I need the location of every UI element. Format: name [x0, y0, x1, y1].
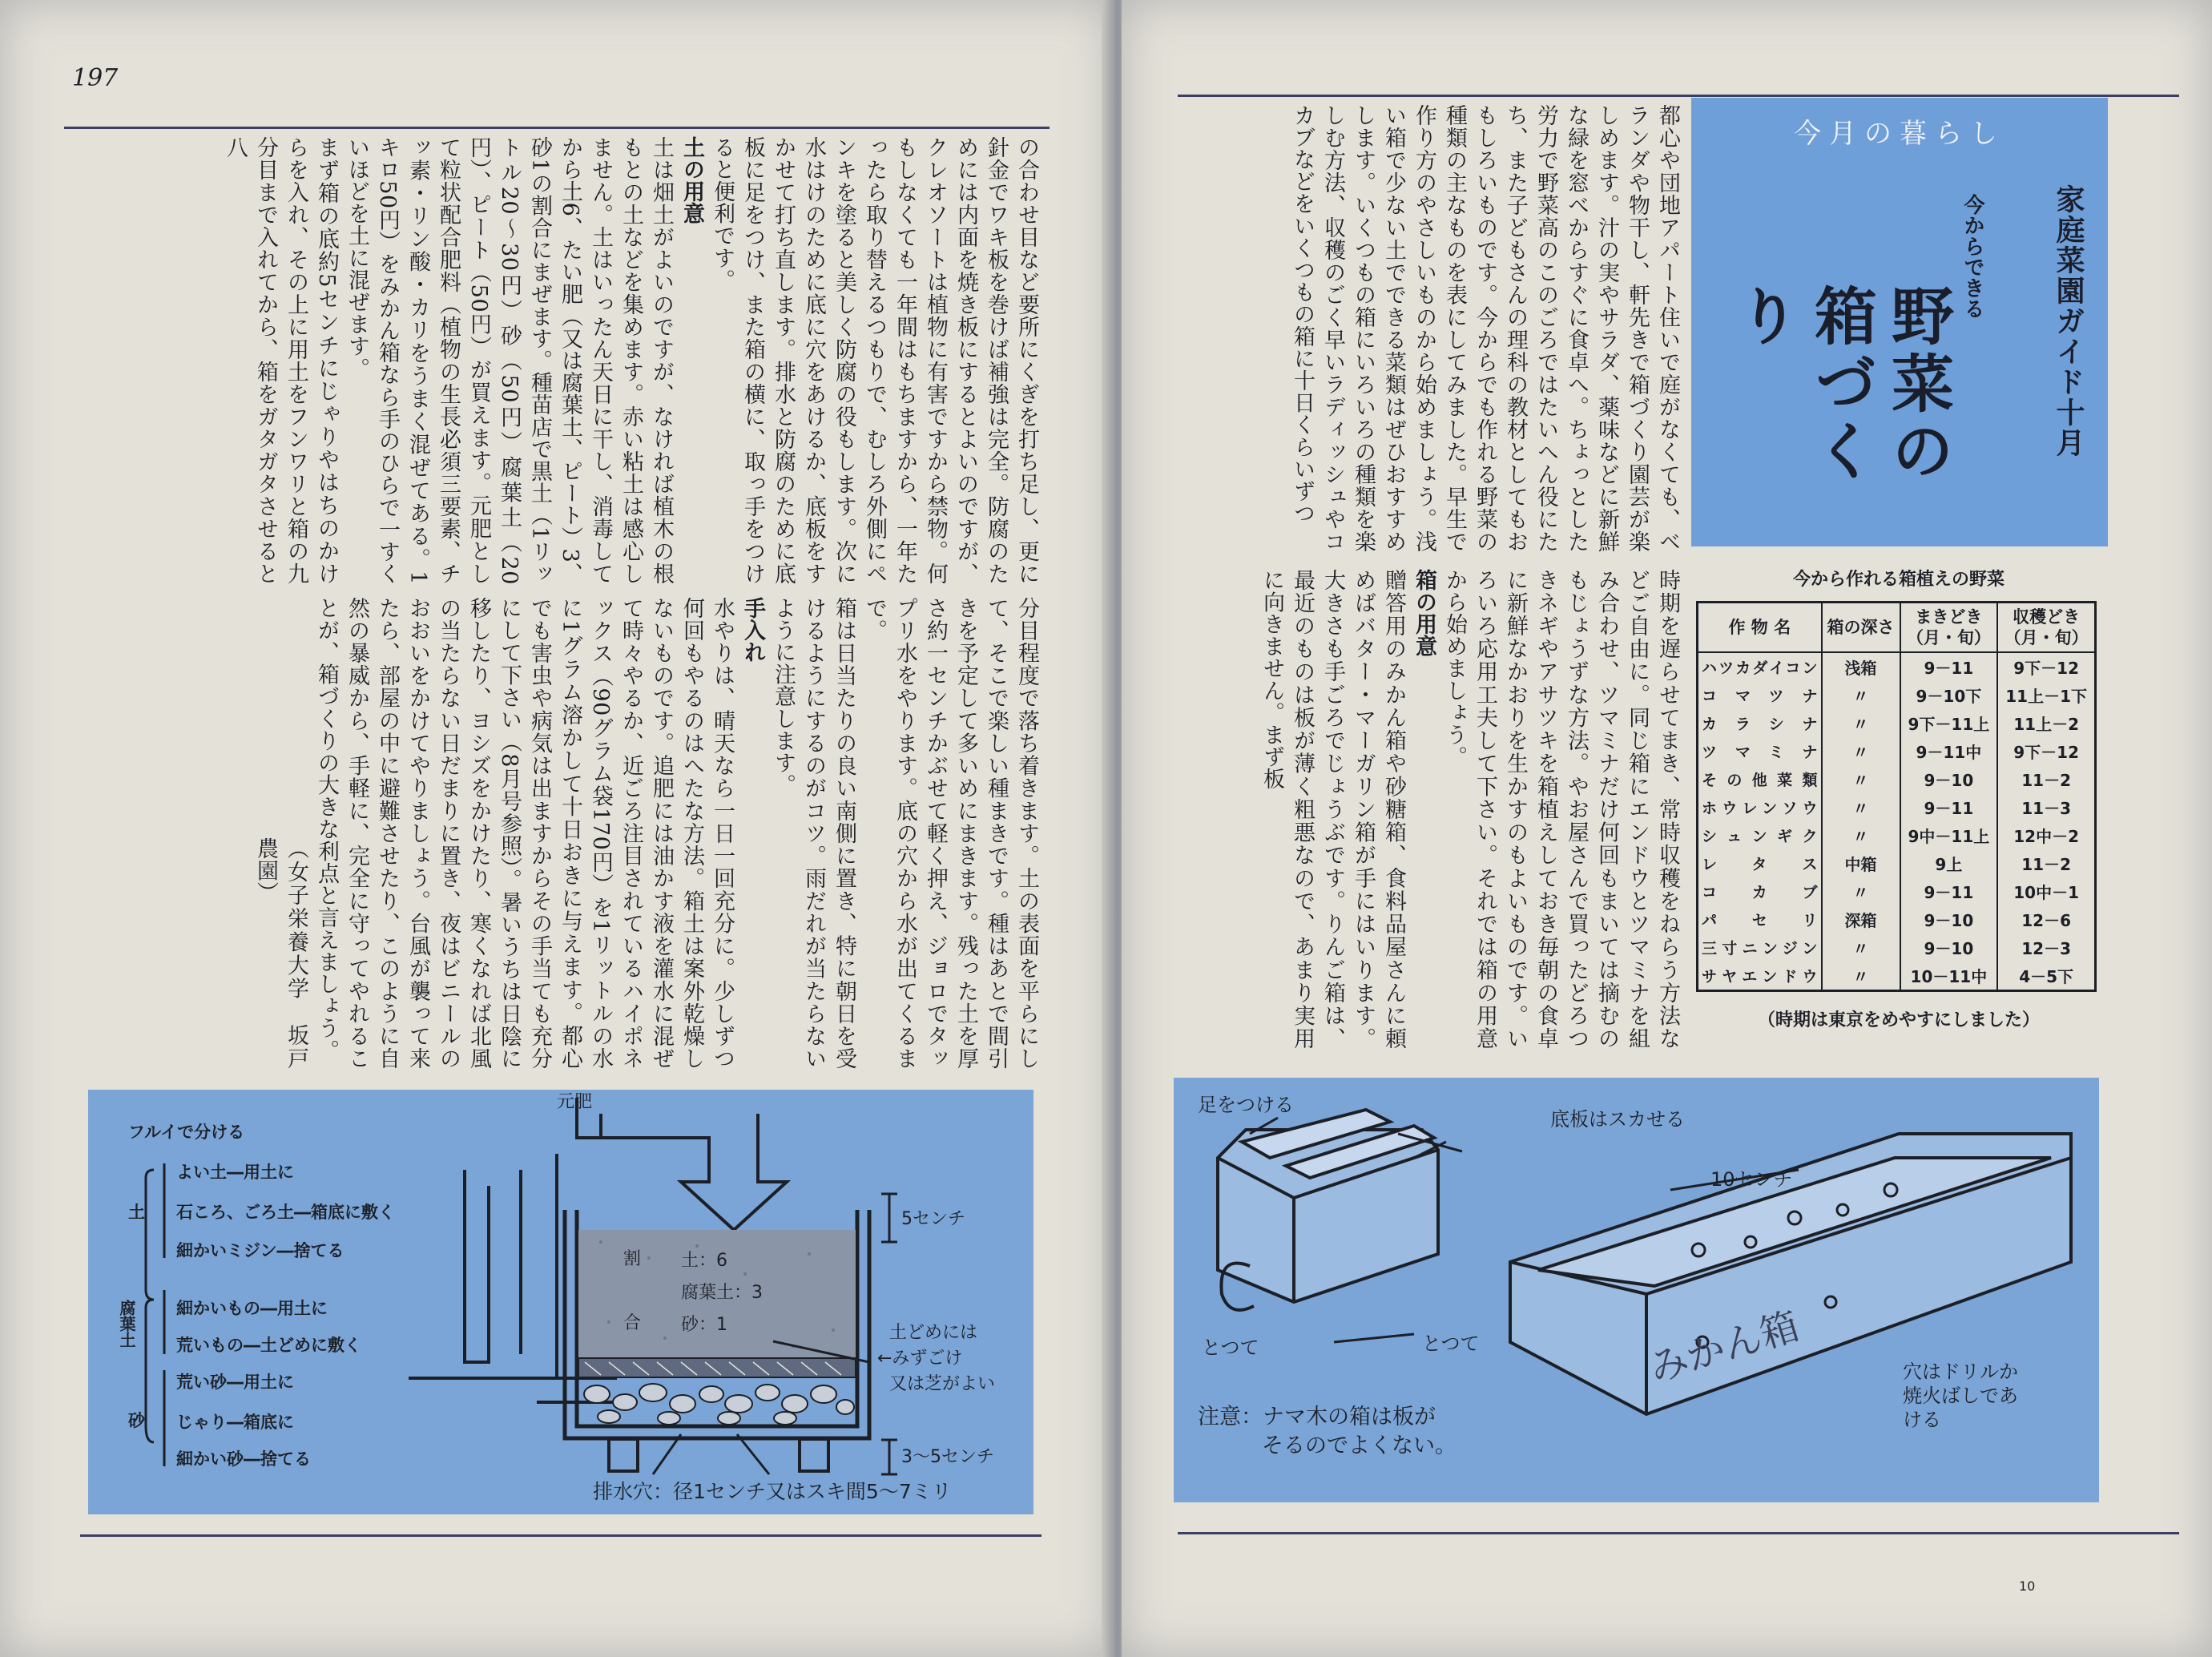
harvest-time: 4－5下 — [1997, 962, 2095, 991]
sowing-time: 9下－11上 — [1900, 709, 1998, 737]
table-row — [1698, 962, 2096, 991]
box-depth: 〃 — [1822, 821, 1900, 849]
sieve-title: フルイで分ける — [128, 1123, 245, 1142]
box-depth: 〃 — [1822, 681, 1900, 709]
harvest-time: 12中－2 — [1997, 821, 2095, 849]
crop-name: ツマミナ — [1698, 737, 1822, 765]
box-depth: 中箱 — [1822, 849, 1900, 877]
box-depth: 〃 — [1822, 962, 1900, 991]
sand-item: 荒い砂―用土に — [176, 1373, 294, 1392]
holes-note: 焼火ばしであ — [1903, 1385, 2018, 1407]
page-stamp: 10 — [2019, 1578, 2036, 1594]
table-row — [1698, 737, 2096, 765]
sowing-time: 9－10下 — [1900, 681, 1998, 709]
box-depth: 〃 — [1822, 793, 1900, 821]
crop-name: ハツカダイコン — [1698, 652, 1822, 681]
harvest-time: 11上－1下 — [1997, 681, 2095, 709]
harvest-time: 11－3 — [1997, 793, 2095, 821]
mix-leaf: 腐葉土：3 — [681, 1283, 763, 1303]
sowing-time: 9－11 — [1900, 793, 1998, 821]
harvest-time: 9下－12 — [1997, 737, 2095, 765]
harvest-time: 11上－2 — [1997, 709, 2095, 737]
group-soil: 土 — [128, 1203, 145, 1222]
series-title: 家庭菜園ガイド十月 — [2052, 184, 2085, 458]
mix-sand: 砂：1 — [681, 1315, 727, 1335]
table-row — [1698, 793, 2096, 821]
harvest-time: 11－2 — [1997, 765, 2095, 793]
table-caption: 今から作れる箱植えの野菜 — [1792, 570, 2004, 590]
box-diagram-drawing — [1174, 1078, 2099, 1502]
sand-item: じゃり―箱底に — [176, 1413, 294, 1432]
article-text-left-mid — [72, 597, 1042, 1070]
paragraph: 箱は日当たりの良い南側に置き、特に朝日を受けるようにするのがコツ。雨だれが当たらないように注意します。 — [771, 597, 856, 1070]
hole-spacing-label: 10センチ — [1710, 1168, 1793, 1191]
paragraph: 土は畑土がよいのですが、なければ植木の根もとの土などを集めます。赤い粘土は感心しません。土はいったん天日に干し、消毒してから土6、たい肥（又は腐葉土、ピート）3、砂1の割合にまぜます。種苗店で黒土（1リットル20～30円）砂（50円）腐葉土（20円）、ピート（50円）が買えます。元肥として粒状配合肥料（植物の生長必須三要素、チッ素・リン酸・カリをうまく混ぜてある。1キロ50円）をみかん箱なら手のひらで一すくいほどを土に混ぜます。 — [344, 136, 674, 585]
paragraph: 贈答用のみかん箱や砂糖箱、食料品屋さんに頼めばバター・マーガリン箱が手にはいります。大きさも手ごろでじょうぶです。りんご箱は、最近のものは板が薄く粗悪なので、あまり実用に向きません。まず板 — [1259, 569, 1406, 1050]
section-heading-soil: 土の用意 — [679, 136, 704, 225]
paragraph: 水やりは、晴天なら一日一回充分に。少しずつ何回もやるのはへたな方法。箱土は案外乾燥しないものです。追肥には油かす液を灌水に混ぜて時々やるか、近ごろ注目されているハイポネックス（90グラム袋170円）を1リットルの水に1グラム溶かして十日おきに与えます。都心でも害虫や病気は出ますからその手当ても充分にして下さい（8月号参照）。暑いうちは日陰に移したり、ヨシズをかけたり、寒くなれば北風の当たらない日だまりに置き、夜はビニールのおおいをかけてやりましょう。台風が襲って来たら、部屋の中に避難させたり、このように自然の暴威から、手軽に、完全に守ってやれることが、箱づくりの大きな利点と言えましょう。 — [314, 597, 735, 1070]
handle-label: とつて — [1202, 1336, 1259, 1359]
soil-diagram — [88, 1090, 1033, 1514]
table-row — [1698, 849, 2096, 877]
table-row — [1698, 821, 2096, 849]
legs-label: 足をつける — [1198, 1094, 1294, 1116]
sowing-time: 9上 — [1900, 849, 1998, 877]
sand-item: 細かい砂―捨てる — [176, 1449, 311, 1469]
group-leaf: 腐葉土 — [117, 1300, 136, 1348]
sowing-time: 9－11 — [1900, 877, 1998, 905]
paragraph: まず箱の底約5センチにじゃりやはちのかけらを入れ、その上に用土をフンワリと箱の九分目まで入れてから、箱をガタガタさせると八 — [223, 136, 339, 585]
crop-name: コマツナ — [1698, 681, 1822, 709]
box-depth: 浅箱 — [1822, 652, 1900, 681]
sowing-time: 9－11中 — [1900, 737, 1998, 765]
holes-note: 穴はドリルか — [1903, 1361, 2018, 1383]
crop-name: その他菜類 — [1698, 765, 1822, 793]
intro-text — [1178, 104, 1682, 553]
crop-name: 三寸ニンジン — [1698, 933, 1822, 962]
table-note: （時期は東京をめやすにしました） — [1757, 1010, 2040, 1030]
bottom-rule — [80, 1534, 1042, 1537]
soil-item: よい土―用土に — [176, 1163, 294, 1182]
column-strip: 今月の暮らし — [1794, 117, 2005, 150]
table-row — [1698, 709, 2096, 737]
handle-label: とつて — [1422, 1332, 1480, 1355]
leaf-item: 荒いもの―土どめに敷く — [176, 1336, 361, 1355]
kicker-text: 今からできる — [1960, 194, 1984, 319]
crop-name: レタス — [1698, 849, 1822, 877]
main-title: 野菜の箱づくり — [1727, 284, 1953, 486]
box-diagram — [1174, 1078, 2099, 1502]
harvest-time: 10中－1 — [1997, 877, 2095, 905]
header-cell: まきどき （月・旬） — [1900, 603, 1998, 653]
holes-note: ける — [1903, 1409, 1941, 1431]
table-row — [1698, 765, 2096, 793]
table-row — [1698, 681, 2096, 709]
crop-name: パセリ — [1698, 905, 1822, 933]
bottom-rule — [1178, 1532, 2179, 1534]
sowing-time: 9－10 — [1900, 933, 1998, 962]
page-number: 197 — [72, 64, 119, 92]
mix-label: 合 — [623, 1313, 642, 1333]
header-cell: 箱の深さ — [1822, 603, 1900, 653]
soil-diagram-drawing — [88, 1090, 1033, 1514]
crop-name: カラシナ — [1698, 709, 1822, 737]
box-depth: 〃 — [1822, 765, 1900, 793]
table-header-row — [1698, 603, 2096, 653]
paragraph: 時期を遅らせてまき、常時収穫をねらう方法などご自由に。同じ箱にエンドウとツマミナを組み合わせ、ツマミナだけ何回もまいては摘むのもじょうずな方法。やお屋さんで買ったどろつきネギやアサツキを箱植えしておき毎朝の食卓に新鮮なかおりを生かすのもよいものです。いろいろ応用工夫して下さい。それでは箱の用意から始めましょう。 — [1442, 569, 1680, 1050]
mix-label: 割 — [623, 1249, 642, 1269]
crop-name: サヤエンドウ — [1698, 962, 1822, 991]
caution-note: 注意：ナマ木の箱は板が — [1198, 1405, 1436, 1429]
header-cell: 収穫どき （月・旬） — [1997, 603, 2095, 653]
vegetable-table — [1696, 601, 2097, 992]
paragraph: の合わせ目など要所にくぎを打ち足し、更に針金でワキ板を巻けば補強は完全。防腐のためには内面を焼き板にするとよいのですが、クレオソートは植物に有害ですから禁物。何もしなくても一年間はもちますから、一年たったら取り替えるつもりで、むしろ外側にペンキを塗ると美しく防腐の役もします。次に水はけのために底に穴をあけるか、底板をすかせて打ち直します。排水と防腐のために底板に足をつけ、また箱の横に、取っ手をつけると便利です。 — [710, 136, 1039, 585]
box-stencil-label: みかん箱 — [1644, 1303, 1805, 1392]
section-heading-care: 手入れ — [740, 597, 765, 663]
author-byline: （女子栄養大学 坂戸農園） — [253, 837, 308, 1070]
top-rule — [64, 127, 1050, 129]
stopper-note: ←みずごけ — [877, 1349, 963, 1369]
title-box — [1691, 98, 2108, 546]
caution-note: そるのでよくない。 — [1262, 1433, 1457, 1458]
section-heading-box: 箱の用意 — [1412, 569, 1436, 658]
paragraph: 分目程度で落ち着きます。土の表面を平らにして、そこで楽しい種まきです。種はあとで間引きを予定して多いめにまきます。残った土を厚さ約一センチかぶせて軽く押え、ジョロでタップリ水をやります。底の穴から水が出てくるまで。 — [862, 597, 1039, 1070]
harvest-time: 12－3 — [1997, 933, 2095, 962]
sowing-time: 10－11中 — [1900, 962, 1998, 991]
sowing-time: 9中－11上 — [1900, 821, 1998, 849]
header-cell: 作 物 名 — [1698, 603, 1822, 653]
harvest-time: 11－2 — [1997, 849, 2095, 877]
box-depth: 深箱 — [1822, 905, 1900, 933]
soil-item: 細かいミジン―捨てる — [176, 1241, 344, 1260]
stopper-note: 又は芝がよい — [889, 1374, 996, 1394]
table-row — [1698, 933, 2096, 962]
box-depth: 〃 — [1822, 709, 1900, 737]
table-body — [1698, 652, 2096, 991]
harvest-time: 9下－12 — [1997, 652, 2095, 681]
bottom-board-label: 底板はスカせる — [1550, 1108, 1685, 1131]
top-rule — [1178, 95, 2179, 97]
intro-paragraph: 都心や団地アパート住いで庭がなくても、ベランダや物干し、軒先きで箱づくり園芸が楽しめます。汁の実やサラダ、薬味などに新鮮な緑を窓べからすぐに食卓へ。ちょっとした労力で野菜高のこのごろではたいへん役にたち、また子どもさんの理科の教材としてもおもしろいものです。今からでも作れる野菜の種類の主なものを表にしてみました。早生で作り方のやさしいものから始めましょう。浅い箱で少ない土でできる菜類はぜひおすすめします。いくつもの箱にいろいろの種類を楽しむ方法、収穫のごく早いラディッシュやコカブなどをいくつもの箱に十日くらいずつ — [1290, 104, 1680, 553]
stopper-note: 土どめには — [889, 1323, 978, 1343]
leaf-item: 細かいもの―用土に — [176, 1299, 328, 1318]
sowing-time: 9－10 — [1900, 765, 1998, 793]
box-depth: 〃 — [1822, 933, 1900, 962]
crop-name: シュンギク — [1698, 821, 1822, 849]
crop-name: コカブ — [1698, 877, 1822, 905]
crop-name: ホウレンソウ — [1698, 793, 1822, 821]
group-sand: 砂 — [128, 1411, 145, 1430]
top-gap-label: 5センチ — [901, 1209, 965, 1229]
fertilizer-label: 元肥 — [557, 1092, 593, 1112]
drain-label: 排水穴：径1センチ又はスキ間5～7ミリ — [593, 1480, 952, 1503]
table-row — [1698, 877, 2096, 905]
leg-height-label: 3～5センチ — [901, 1447, 994, 1467]
mix-soil: 土：6 — [681, 1251, 727, 1271]
table-row — [1698, 905, 2096, 933]
box-depth: 〃 — [1822, 737, 1900, 765]
harvest-time: 12－6 — [1997, 905, 2095, 933]
article-text-right — [1178, 569, 1682, 1050]
sowing-time: 9－10 — [1900, 905, 1998, 933]
soil-item: 石ころ、ごろ土―箱底に敷く — [176, 1203, 395, 1222]
box-depth: 〃 — [1822, 877, 1900, 905]
sowing-time: 9－11 — [1900, 652, 1998, 681]
article-text-left — [72, 136, 1042, 585]
table-row — [1698, 652, 2096, 681]
